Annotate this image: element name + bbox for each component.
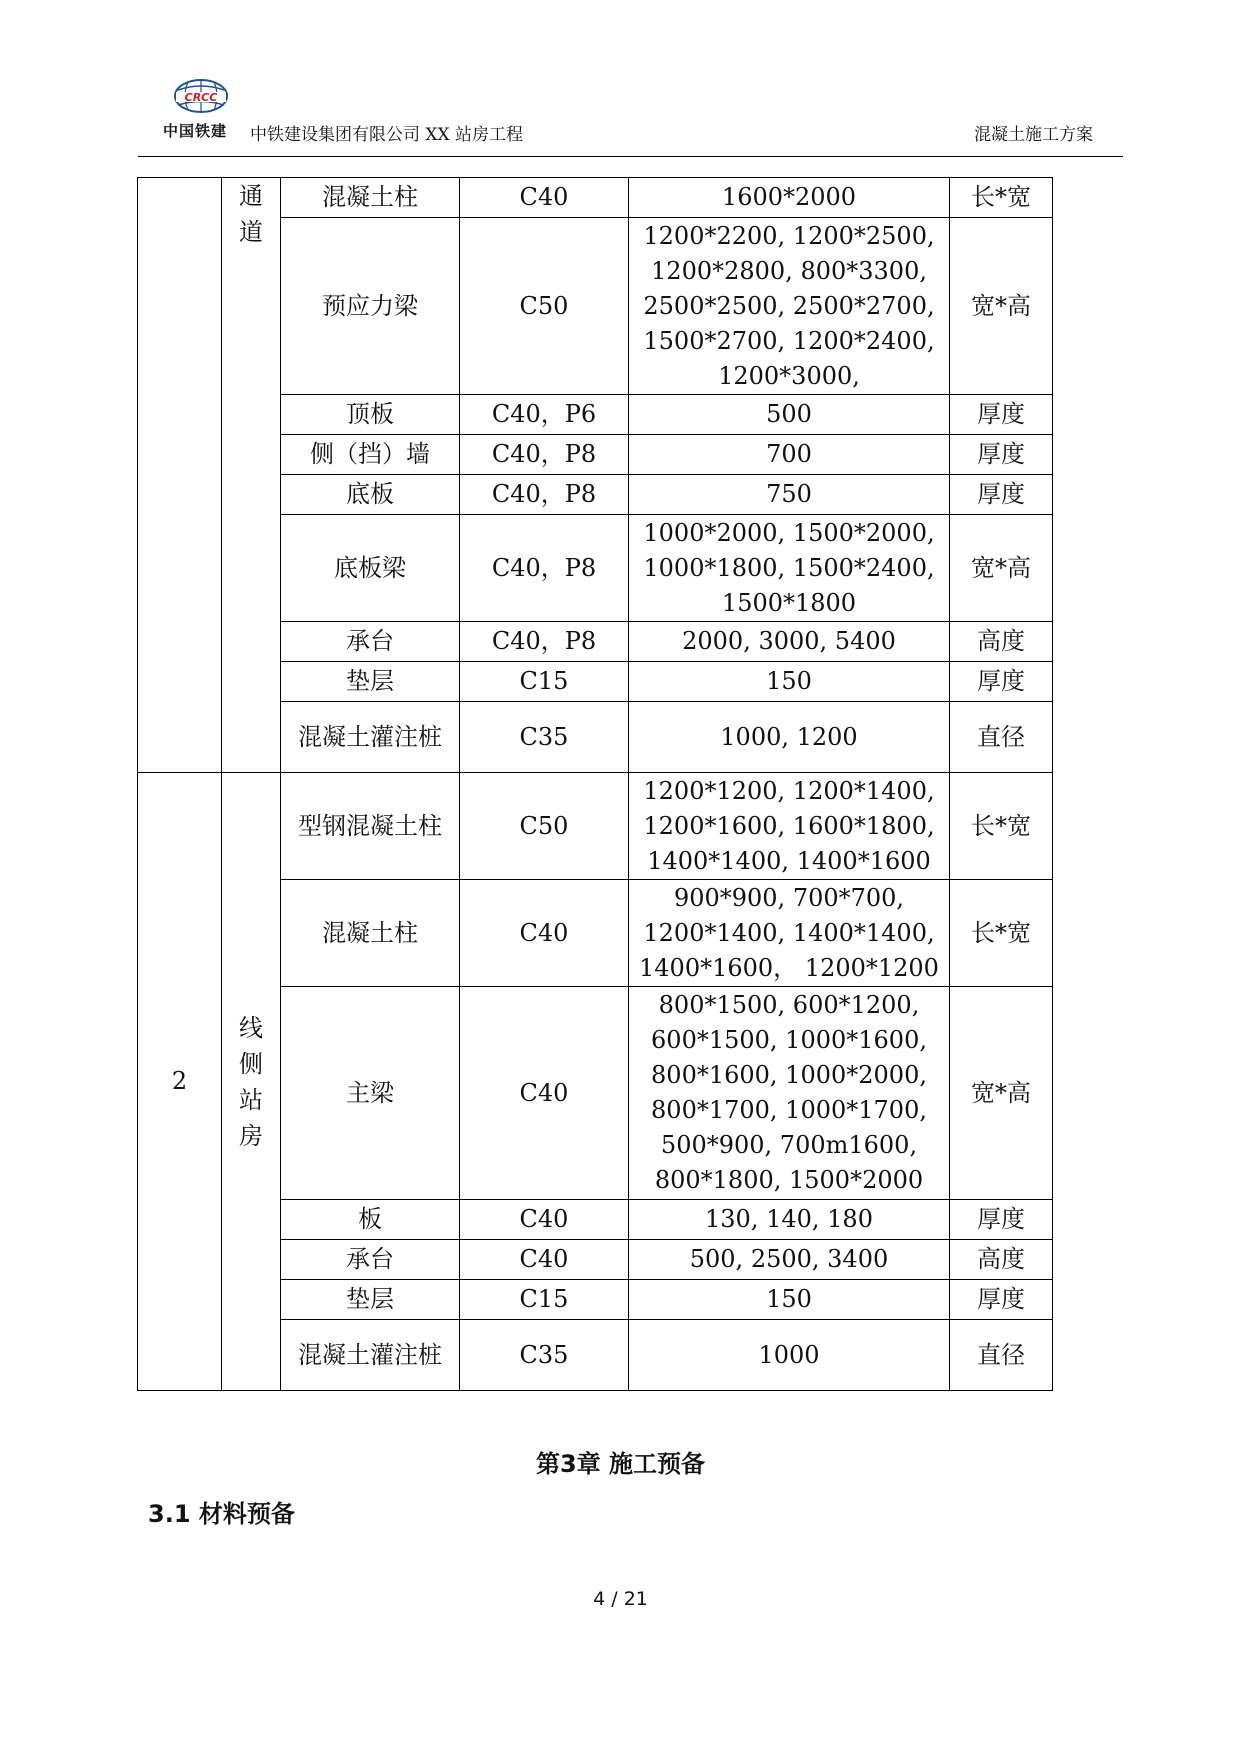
grade-cell: C40	[460, 178, 629, 218]
chapter-heading: 第3章 施工预备	[535, 1450, 706, 1478]
table-row	[138, 178, 1053, 218]
grade-cell: C40，P8	[460, 475, 629, 515]
grade-cell: C15	[460, 1280, 629, 1320]
svg-text:CRCC: CRCC	[184, 91, 218, 104]
member-cell: 混凝土柱	[281, 178, 460, 218]
grade-cell: C40	[460, 987, 629, 1200]
member-cell: 垫层	[281, 662, 460, 702]
logo-text: 中国铁建	[163, 122, 228, 140]
grade-cell: C40，P8	[460, 622, 629, 662]
dimension-cell: 长*宽	[950, 773, 1053, 880]
size-cell: 800*1500, 600*1200, 600*1500, 1000*1600, 800*1600, 1000*2000, 800*1700, 1000*1700, 500*900, 700m1600, 800*1800, 1500*2000	[629, 987, 950, 1200]
size-cell: 150	[629, 662, 950, 702]
size-cell: 1000	[629, 1320, 950, 1391]
row-number-cell	[138, 178, 222, 773]
member-cell: 混凝土灌注桩	[281, 1320, 460, 1391]
section-heading: 3.1 材料预备	[148, 1500, 295, 1528]
concrete-spec-table	[137, 177, 1053, 1391]
size-cell: 130, 140, 180	[629, 1200, 950, 1240]
dimension-cell: 厚度	[950, 662, 1053, 702]
area-cell: 通道	[222, 178, 281, 773]
grade-cell: C35	[460, 1320, 629, 1391]
dimension-cell: 宽*高	[950, 515, 1053, 622]
dimension-cell: 厚度	[950, 395, 1053, 435]
member-cell: 底板	[281, 475, 460, 515]
grade-cell: C40，P8	[460, 515, 629, 622]
size-cell: 1200*1200, 1200*1400, 1200*1600, 1600*1800, 1400*1400, 1400*1600	[629, 773, 950, 880]
dimension-cell: 直径	[950, 1320, 1053, 1391]
member-cell: 混凝土柱	[281, 880, 460, 987]
size-cell: 1000, 1200	[629, 702, 950, 773]
row-number-cell: 2	[138, 773, 222, 1391]
dimension-cell: 高度	[950, 1240, 1053, 1280]
member-cell: 顶板	[281, 395, 460, 435]
member-cell: 混凝土灌注桩	[281, 702, 460, 773]
document-title: 混凝土施工方案	[974, 125, 1093, 145]
dimension-cell: 厚度	[950, 1200, 1053, 1240]
dimension-cell: 厚度	[950, 1280, 1053, 1320]
size-cell: 1000*2000, 1500*2000, 1000*1800, 1500*2400, 1500*1800	[629, 515, 950, 622]
dimension-cell: 宽*高	[950, 218, 1053, 395]
grade-cell: C40	[460, 1240, 629, 1280]
header-divider	[138, 156, 1123, 157]
dimension-cell: 直径	[950, 702, 1053, 773]
member-cell: 垫层	[281, 1280, 460, 1320]
size-cell: 150	[629, 1280, 950, 1320]
member-cell: 承台	[281, 622, 460, 662]
size-cell: 1200*2200, 1200*2500, 1200*2800, 800*3300, 2500*2500, 2500*2700, 1500*2700, 1200*2400, 1200*3000,	[629, 218, 950, 395]
dimension-cell: 长*宽	[950, 178, 1053, 218]
area-cell: 线侧站房	[222, 773, 281, 1391]
member-cell: 主梁	[281, 987, 460, 1200]
size-cell: 700	[629, 435, 950, 475]
size-cell: 500	[629, 395, 950, 435]
dimension-cell: 厚度	[950, 435, 1053, 475]
size-cell: 900*900, 700*700, 1200*1400, 1400*1400, 1400*1600， 1200*1200	[629, 880, 950, 987]
grade-cell: C15	[460, 662, 629, 702]
dimension-cell: 长*宽	[950, 880, 1053, 987]
member-cell: 承台	[281, 1240, 460, 1280]
page-header	[138, 78, 1123, 158]
grade-cell: C35	[460, 702, 629, 773]
grade-cell: C50	[460, 218, 629, 395]
member-cell: 板	[281, 1200, 460, 1240]
size-cell: 1600*2000	[629, 178, 950, 218]
page-number: 4 / 21	[593, 1588, 648, 1610]
grade-cell: C40，P6	[460, 395, 629, 435]
member-cell: 预应力梁	[281, 218, 460, 395]
dimension-cell: 厚度	[950, 475, 1053, 515]
grade-cell: C40，P8	[460, 435, 629, 475]
member-cell: 底板梁	[281, 515, 460, 622]
grade-cell: C40	[460, 1200, 629, 1240]
company-name: 中铁建设集团有限公司 XX 站房工程	[250, 125, 524, 145]
dimension-cell: 高度	[950, 622, 1053, 662]
grade-cell: C40	[460, 880, 629, 987]
grade-cell: C50	[460, 773, 629, 880]
member-cell: 型钢混凝土柱	[281, 773, 460, 880]
table-row	[138, 773, 1053, 880]
size-cell: 2000, 3000, 5400	[629, 622, 950, 662]
size-cell: 500, 2500, 3400	[629, 1240, 950, 1280]
dimension-cell: 宽*高	[950, 987, 1053, 1200]
member-cell: 侧（挡）墙	[281, 435, 460, 475]
size-cell: 750	[629, 475, 950, 515]
crcc-logo-icon	[168, 78, 234, 118]
